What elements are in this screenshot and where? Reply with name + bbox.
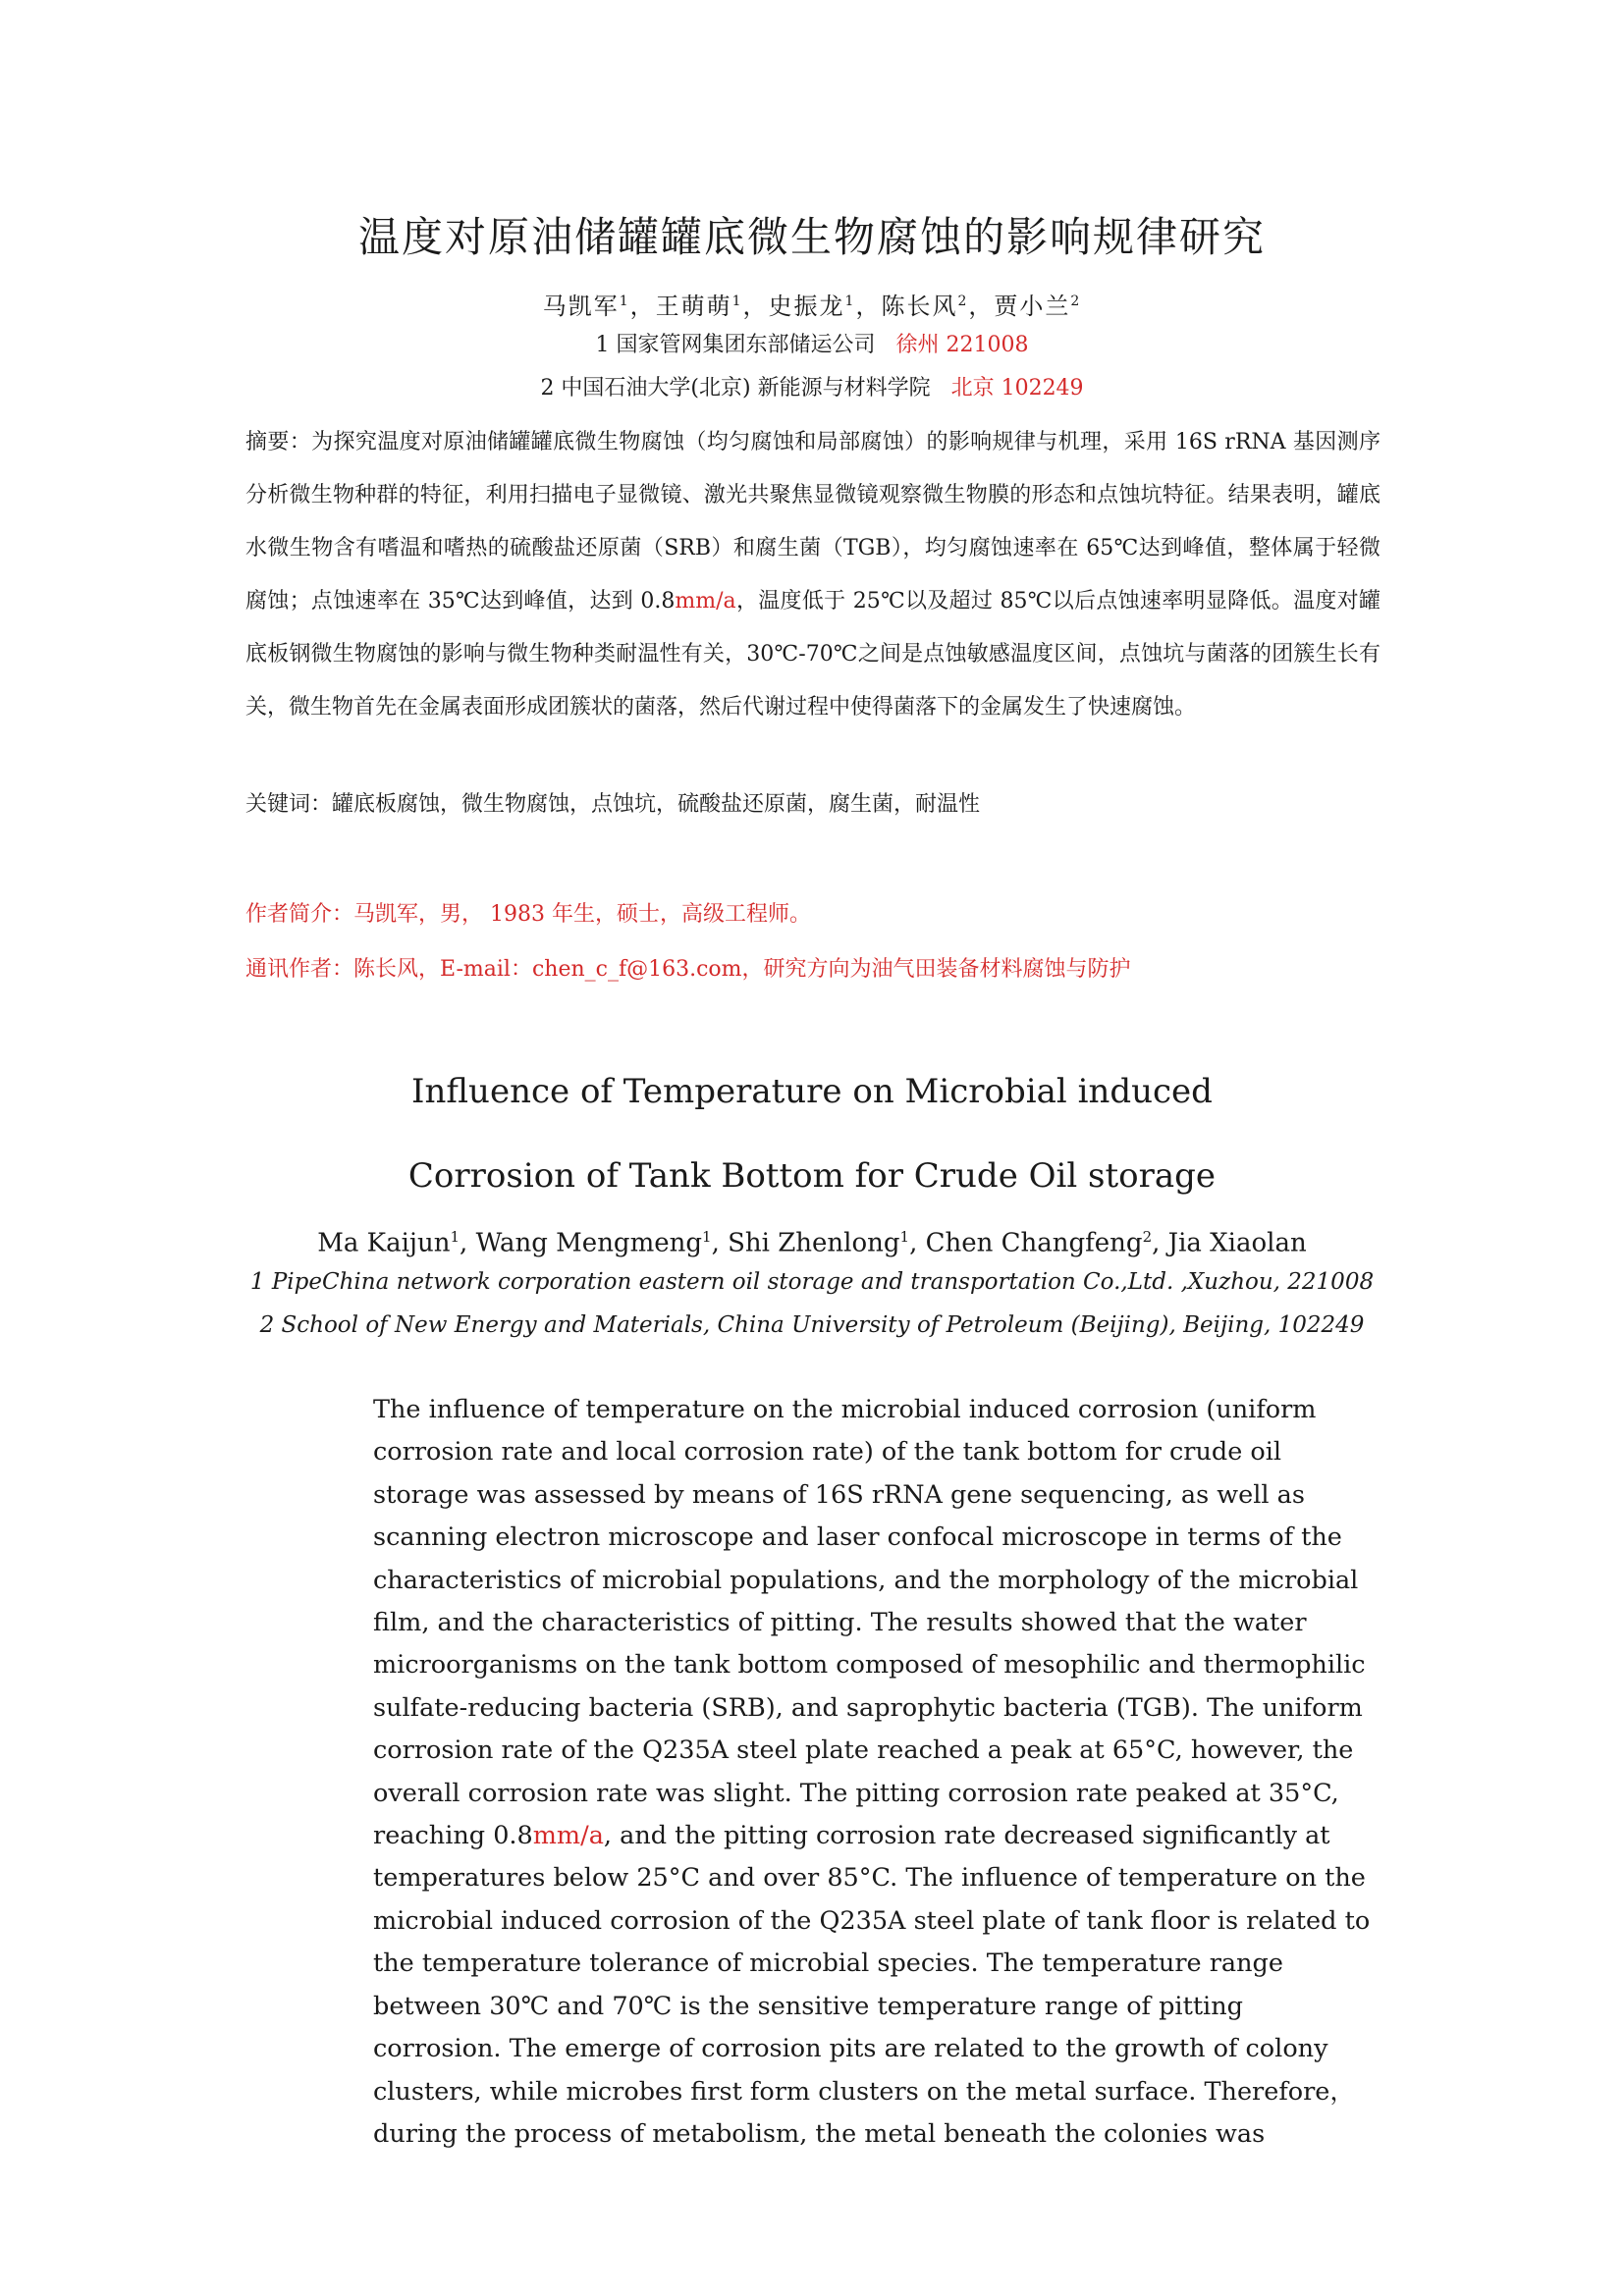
abstract-text: , and the pitting corrosion rate decreased significantly at temperatures below 25°C and over 85°C. The influence of temperature on the microbial induced corrosion of the Q235A steel plate of tank floor is related to the temperature tolerance of microbial species. The temperature range between 30℃ and 70℃ is the sensitive temperature range of pitting corrosion. The emerge of corrosion pits are related to the growth of colony clusters, while microbes first form clusters on the metal surface. Therefore，during the process of metabolism, the metal beneath the colonies was (373, 1821, 1371, 2149)
author-name: 马凯军 (542, 293, 620, 320)
author-name: 陈长风 (881, 293, 958, 320)
english-affiliation-1: 1 PipeChina network corporation eastern oil storage and transportation Co.,Ltd. ,Xuzhou, 221008 (249, 1269, 1375, 1295)
abstract-unit: mm/a (675, 589, 736, 614)
author-affiliation-mark: 2 (1142, 1228, 1153, 1246)
author-affiliation-mark: 1 (899, 1228, 910, 1246)
english-title-line-2: Corrosion of Tank Bottom for Crude Oil storage (407, 1156, 1217, 1196)
affiliation-text: 2 中国石油大学(北京) 新能源与材料学院 (540, 376, 931, 400)
author-affiliation-mark: 1 (450, 1228, 460, 1246)
author-separator: , (909, 1228, 926, 1258)
chinese-keywords: 关键词：罐底板腐蚀，微生物腐蚀，点蚀坑，硫酸盐还原菌，腐生菌，耐温性 (245, 792, 981, 817)
author-affiliation-mark: 2 (957, 294, 969, 309)
author-name: Chen Changfeng (925, 1228, 1143, 1258)
english-abstract (373, 1389, 1371, 2156)
author-name: Wang Mengmeng (475, 1228, 703, 1258)
english-title-line-1: Influence of Temperature on Microbial induced (411, 1072, 1213, 1111)
author-name: Shi Zhenlong (728, 1228, 900, 1258)
chinese-abstract (245, 416, 1380, 734)
english-authors (0, 1217, 1624, 1263)
chinese-authors (0, 285, 1624, 323)
affiliation-location: 北京 102249 (950, 376, 1084, 400)
author-separator: ， (742, 293, 769, 320)
author-separator: ， (855, 293, 882, 320)
abstract-text: 摘要：为探究温度对原油储罐罐底微生物腐蚀（均匀腐蚀和局部腐蚀）的影响规律与机理，采用 16S rRNA 基因测序分析微生物种群的特征，利用扫描电子显微镜、激光共聚焦显微镜观察微生物膜的形态和点蚀坑特征。结果表明，罐底水微生物含有嗜温和嗜热的硫酸盐还原菌（SRB）和腐生菌（TGB），均匀腐蚀速率在 65℃达到峰值，整体属于轻微腐蚀；点蚀速率在 35℃达到峰值，达到 0.8 (245, 430, 1380, 614)
author-affiliation-mark: 1 (619, 294, 630, 309)
author-separator: , (1152, 1228, 1168, 1258)
author-name: Jia Xiaolan (1167, 1228, 1307, 1258)
author-affiliation-mark: 1 (844, 294, 856, 309)
author-separator: ， (968, 293, 995, 320)
author-affiliation-mark: 1 (731, 294, 743, 309)
abstract-text: ，温度低于 25℃以及超过 85℃以后点蚀速率明显降低。温度对罐底板钢微生物腐蚀的影响与微生物种类耐温性有关，30℃-70℃之间是点蚀敏感温度区间，点蚀坑与菌落的团簇生长有关，微生物首先在金属表面形成团簇状的菌落，然后代谢过程中使得菌落下的金属发生了快速腐蚀。 (245, 589, 1380, 720)
affiliation-location: 徐州 221008 (895, 333, 1029, 357)
author-separator: , (460, 1228, 476, 1258)
author-bio: 作者简介：马凯军，男， 1983 年生，硕士，高级工程师。 (245, 902, 811, 927)
chinese-affiliation-2 (0, 373, 1624, 404)
corresponding-author: 通讯作者：陈长风，E-mail：chen_c_f@163.com，研究方向为油气田装备材料腐蚀与防护 (245, 957, 1131, 982)
author-name: 王萌萌 (655, 293, 732, 320)
chinese-title: 温度对原油储罐罐底微生物腐蚀的影响规律研究 (357, 213, 1266, 261)
author-name: Ma Kaijun (317, 1228, 451, 1258)
author-name: 贾小兰 (994, 293, 1071, 320)
author-affiliation-mark: 2 (1070, 294, 1082, 309)
chinese-affiliation-1 (0, 330, 1624, 361)
english-affiliation-2: 2 School of New Energy and Materials, China University of Petroleum (Beijing), Beijing, 102249 (259, 1312, 1365, 1338)
author-name: 史振龙 (768, 293, 845, 320)
abstract-text: The influence of temperature on the microbial induced corrosion (uniform corrosion rate and local corrosion rate) of the tank bottom for crude oil storage was assessed by means of 16S rRNA gene sequencing, as well as scanning electron microscope and laser confocal microscope in terms of the characteristics of microbial populations, and the morphology of the microbial film, and the characteristics of pitting. The results showed that the water microorganisms on the tank bottom composed of mesophilic and thermophilic sulfate-reducing bacteria (SRB), and saprophytic bacteria (TGB). The uniform corrosion rate of the Q235A steel plate reached a peak at 65°C, however, the overall corrosion rate was slight. The pitting corrosion rate peaked at 35°C, reaching 0.8 (373, 1395, 1366, 1851)
author-affiliation-mark: 1 (702, 1228, 712, 1246)
author-separator: ， (629, 293, 656, 320)
abstract-unit: mm/a (532, 1821, 604, 1851)
author-separator: , (711, 1228, 729, 1258)
affiliation-text: 1 国家管网集团东部储运公司 (595, 333, 876, 357)
